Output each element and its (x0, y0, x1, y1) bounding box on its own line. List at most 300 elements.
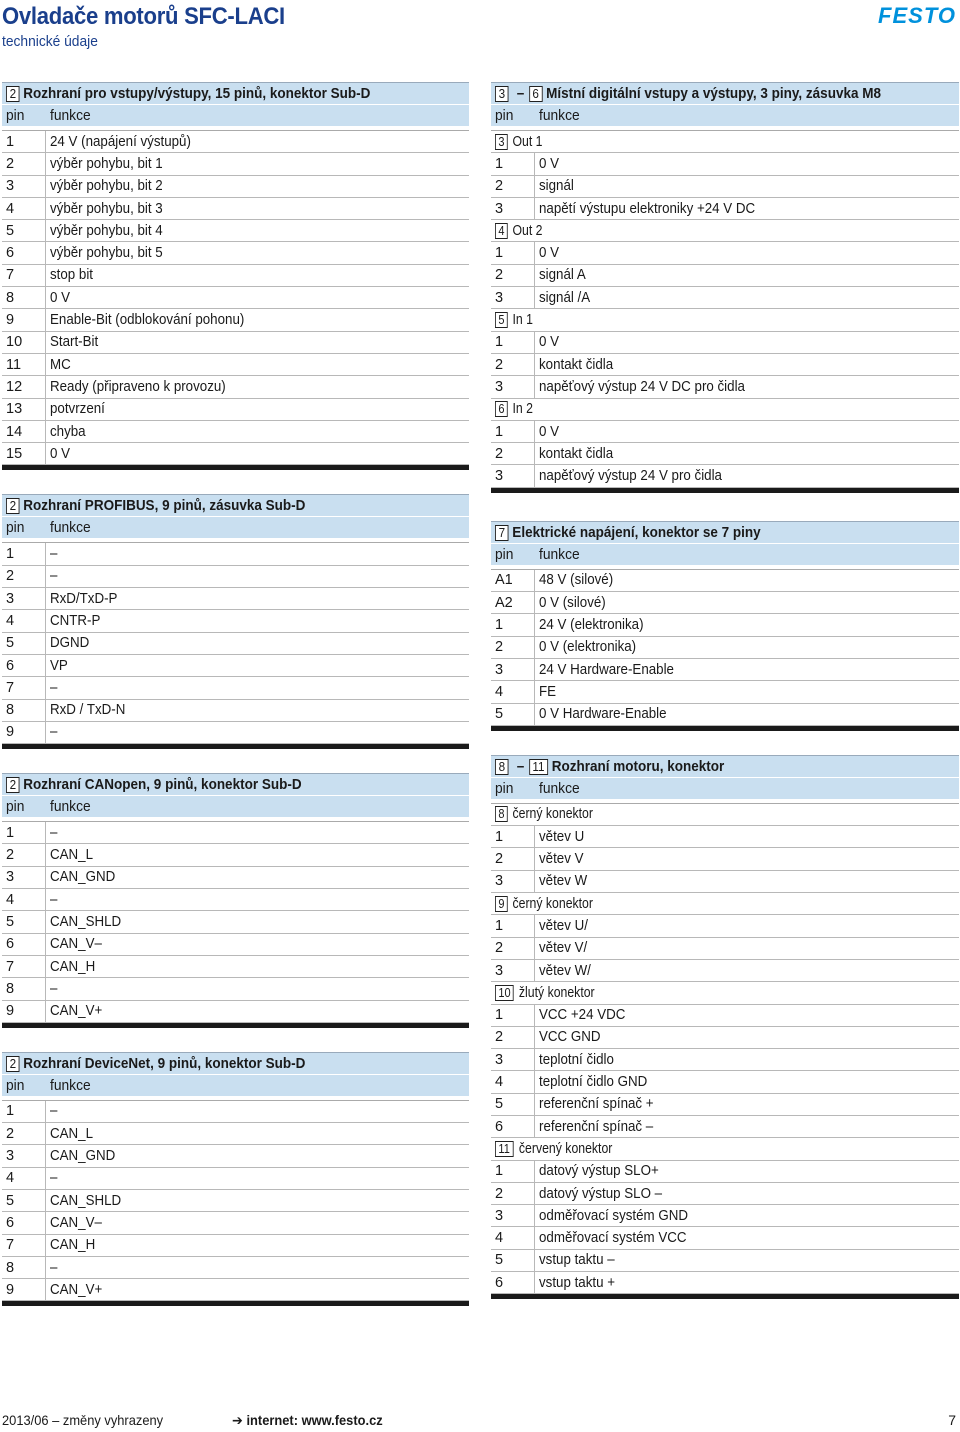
pin-cell (491, 198, 535, 219)
function-value: VP (50, 657, 68, 674)
table-row (2, 822, 469, 844)
table-row (2, 677, 469, 699)
function-cell (535, 960, 959, 981)
page-number: 7 (948, 1412, 956, 1428)
table-row (491, 376, 959, 398)
pin-value: 3 (6, 869, 15, 886)
column-header-function-text: funkce (539, 779, 580, 797)
table-row (2, 1279, 469, 1301)
function-cell (535, 1250, 959, 1271)
function-cell (535, 465, 959, 486)
function-cell (535, 1272, 959, 1293)
table-header (491, 104, 959, 126)
function-value: Start-Bit (50, 334, 99, 351)
table-subheader-row (491, 220, 959, 242)
function-value: RxD / TxD-N (50, 702, 126, 719)
pin-value: 2 (495, 445, 504, 462)
pin-value: 2 (495, 1185, 504, 1202)
column-header-pin-text: pin (6, 519, 25, 537)
pin-value: 2 (495, 940, 504, 957)
pin-cell (2, 421, 46, 442)
pin-value: 5 (6, 913, 15, 930)
pin-cell (491, 704, 535, 725)
function-value: 0 V (539, 334, 560, 351)
pin-cell (2, 220, 46, 241)
pin-cell (2, 844, 46, 865)
table-title-content (495, 85, 881, 102)
pin-value: 2 (6, 568, 15, 585)
connector-number-box: 3 (495, 134, 508, 150)
table-title (2, 82, 469, 104)
table-subheader-row (491, 893, 959, 915)
function-value: datový výstup SLO+ (539, 1163, 659, 1180)
connector-number-box: 3 (495, 86, 509, 102)
function-cell (535, 1094, 959, 1115)
table-row (2, 1123, 469, 1145)
pin-cell (2, 1212, 46, 1233)
function-value: signál (539, 178, 574, 195)
function-value (495, 312, 535, 328)
function-value: CAN_L (50, 1125, 94, 1142)
function-cell (46, 1001, 469, 1022)
table-subheader-row (491, 1138, 959, 1160)
pin-table (491, 82, 959, 493)
table-spacer (2, 1028, 469, 1052)
table-row (2, 399, 469, 421)
pin-value: 2 (495, 851, 504, 868)
pin-value: 1 (495, 917, 504, 934)
function-cell (46, 822, 469, 843)
function-value: signál /A (539, 289, 591, 306)
function-value: napětí výstupu elektroniky +24 V DC (539, 200, 756, 217)
function-value: větev V (539, 851, 584, 868)
function-value: Enable-Bit (odblokování pohonu) (50, 312, 245, 329)
pin-cell (2, 131, 46, 152)
function-cell (46, 633, 469, 654)
pin-value: 2 (495, 267, 504, 284)
table-row (2, 956, 469, 978)
pin-value: 3 (6, 178, 15, 195)
function-value: – (50, 546, 58, 563)
table-row (2, 220, 469, 242)
function-cell (46, 131, 469, 152)
function-value: datový výstup SLO – (539, 1185, 663, 1202)
pin-cell (2, 566, 46, 587)
connector-label: černý konektor (512, 806, 594, 823)
pin-value: 9 (6, 1281, 15, 1298)
pin-cell (2, 1279, 46, 1300)
pin-value: 4 (6, 612, 15, 629)
pin-cell (491, 265, 535, 286)
table-row (491, 242, 959, 264)
function-cell (46, 332, 469, 353)
pin-cell (2, 889, 46, 910)
function-value: CAN_SHLD (50, 1192, 122, 1209)
function-value (495, 985, 602, 1001)
column-header-function (535, 546, 959, 563)
function-value: FE (539, 683, 557, 700)
function-cell (491, 131, 959, 152)
function-value: vstup taktu – (539, 1252, 615, 1269)
table-row (491, 176, 959, 198)
table-row (2, 934, 469, 956)
pin-value: 4 (495, 1230, 504, 1247)
connector-number-box: 2 (6, 86, 20, 102)
column-header-pin-text: pin (6, 107, 25, 124)
pin-cell (2, 867, 46, 888)
function-cell (491, 804, 959, 825)
pin-value: 15 (6, 445, 23, 462)
pin-cell (491, 176, 535, 197)
function-cell (46, 198, 469, 219)
table-subheader-row (491, 804, 959, 826)
table-row (2, 176, 469, 198)
pin-value: 7 (6, 267, 15, 284)
pin-cell (491, 1227, 535, 1248)
column-header-function-text: funkce (50, 798, 91, 816)
function-cell (535, 704, 959, 725)
pin-value: 2 (6, 155, 15, 172)
table-row (491, 1227, 959, 1249)
pin-value: 1 (6, 824, 15, 841)
pin-value: 5 (6, 1192, 15, 1209)
table-row (491, 938, 959, 960)
pin-cell (2, 376, 46, 397)
pin-cell (491, 570, 535, 591)
pin-cell (2, 443, 46, 464)
pin-cell (2, 242, 46, 263)
pin-value: 2 (495, 178, 504, 195)
function-value: větev U/ (539, 917, 588, 934)
table-row (491, 570, 959, 592)
table-row (2, 566, 469, 588)
function-value (495, 1141, 620, 1157)
pin-value: 4 (6, 200, 15, 217)
table-row (491, 465, 959, 487)
function-cell (535, 1183, 959, 1204)
table-row (491, 354, 959, 376)
table-title-text: Rozhraní motoru, konektor (551, 757, 725, 775)
pin-cell (2, 610, 46, 631)
function-cell (46, 309, 469, 330)
function-value: kontakt čidla (539, 445, 614, 462)
pin-cell (2, 354, 46, 375)
function-cell (46, 1257, 469, 1278)
pin-value: 3 (495, 289, 504, 306)
column-header-function (46, 798, 469, 815)
pin-cell (491, 826, 535, 847)
table-row (2, 242, 469, 264)
connector-number-box: 6 (495, 401, 508, 417)
function-value (495, 896, 600, 912)
pin-value: 1 (6, 546, 15, 563)
function-value: 0 V Hardware-Enable (539, 706, 667, 723)
function-value: CAN_SHLD (50, 913, 122, 930)
footer-link[interactable] (232, 1412, 383, 1429)
function-cell (535, 153, 959, 174)
function-value: signál A (539, 267, 586, 284)
pin-cell (2, 911, 46, 932)
pin-cell (491, 1005, 535, 1026)
pin-cell (491, 332, 535, 353)
function-cell (46, 566, 469, 587)
function-value: stop bit (50, 267, 94, 284)
table-title (2, 1052, 469, 1074)
table-title-content (6, 497, 305, 514)
function-cell (46, 889, 469, 910)
function-cell (535, 570, 959, 591)
table-row (491, 871, 959, 893)
connector-label: červený konektor (518, 1140, 612, 1157)
function-value: CAN_V+ (50, 1003, 103, 1020)
pin-value: 3 (495, 661, 504, 678)
function-value: CNTR-P (50, 612, 101, 629)
column-header-function-text: funkce (539, 107, 580, 124)
function-cell (46, 722, 469, 743)
function-cell (535, 198, 959, 219)
connector-number-box: 11 (495, 1141, 513, 1157)
pin-cell (2, 309, 46, 330)
function-cell (535, 1049, 959, 1070)
pin-cell (2, 655, 46, 676)
function-cell (535, 332, 959, 353)
function-value (495, 806, 600, 822)
table-row (491, 592, 959, 614)
function-cell (491, 982, 959, 1003)
column-header-pin (491, 107, 535, 124)
table-title-text: Místní digitální vstupy a výstupy, 3 piny, zásuvka M8 (546, 85, 881, 102)
pin-cell (2, 1123, 46, 1144)
table-row (491, 704, 959, 726)
pin-table (2, 82, 469, 470)
pin-cell (2, 956, 46, 977)
pin-value: 5 (495, 1096, 504, 1113)
column-header-function (535, 780, 959, 797)
function-cell (535, 1227, 959, 1248)
function-cell (535, 681, 959, 702)
table-row (2, 889, 469, 911)
connector-label: In 2 (512, 401, 534, 418)
table-title (2, 773, 469, 795)
function-value: vstup taktu + (539, 1274, 616, 1291)
function-cell (535, 938, 959, 959)
function-value: kontakt čidla (539, 356, 614, 373)
festo-logo: FESTO (878, 3, 956, 28)
pin-cell (2, 1257, 46, 1278)
footer-link-text: internet: www.festo.cz (246, 1412, 383, 1428)
pin-value: 13 (6, 401, 23, 418)
pin-table (491, 755, 959, 1300)
table-title (491, 82, 959, 104)
pin-value: 8 (6, 1259, 15, 1276)
pin-cell (491, 938, 535, 959)
function-cell (535, 1071, 959, 1092)
table-row (2, 198, 469, 220)
function-value: – (50, 724, 58, 741)
function-cell (46, 543, 469, 564)
pin-value: 2 (495, 356, 504, 373)
pin-cell (2, 1168, 46, 1189)
pin-value: 1 (495, 616, 504, 633)
function-value: MC (50, 356, 71, 373)
pin-cell (2, 1101, 46, 1122)
function-cell (535, 443, 959, 464)
function-value: – (50, 1259, 58, 1276)
pin-value: 7 (6, 679, 15, 696)
table-row (2, 332, 469, 354)
table-row (2, 265, 469, 287)
pin-value: 5 (495, 1252, 504, 1269)
connector-number-box: 9 (495, 896, 508, 912)
function-cell (535, 1205, 959, 1226)
right-column (491, 82, 959, 1299)
pin-cell (2, 332, 46, 353)
pin-cell (2, 978, 46, 999)
table-row (491, 287, 959, 309)
function-cell (535, 659, 959, 680)
range-dash: – (516, 757, 525, 775)
function-cell (46, 1212, 469, 1233)
pin-value: 6 (6, 657, 15, 674)
document-title: Ovladače motorů SFC-LACI (2, 3, 285, 30)
pin-cell (2, 822, 46, 843)
pin-cell (491, 1094, 535, 1115)
function-cell (535, 592, 959, 613)
table-spacer (2, 470, 469, 494)
function-value: 48 V (silové) (539, 572, 614, 589)
pin-cell (491, 637, 535, 658)
pin-table (2, 773, 469, 1028)
function-cell (46, 655, 469, 676)
column-header-pin-text: pin (6, 798, 25, 816)
table-row (2, 1212, 469, 1234)
pin-cell (2, 633, 46, 654)
function-value: 24 V (elektronika) (539, 616, 644, 633)
pin-value: 1 (495, 423, 504, 440)
function-cell (46, 867, 469, 888)
function-value: DGND (50, 635, 90, 652)
table-title-text: Rozhraní PROFIBUS, 9 pinů, zásuvka Sub-D (23, 497, 306, 515)
pin-cell (491, 614, 535, 635)
function-value: výběr pohybu, bit 3 (50, 200, 163, 217)
table-row (2, 633, 469, 655)
table-header (2, 104, 469, 126)
pin-value: 8 (6, 980, 15, 997)
function-cell (46, 934, 469, 955)
function-cell (46, 399, 469, 420)
table-row (491, 848, 959, 870)
function-value: CAN_H (50, 958, 96, 975)
table-row (2, 1001, 469, 1023)
table-row (2, 543, 469, 565)
column-header-function-text: funkce (50, 519, 91, 537)
table-header (491, 543, 959, 565)
pin-value: 1 (495, 1007, 504, 1024)
table-row (491, 265, 959, 287)
pin-table (2, 494, 469, 749)
function-cell (46, 956, 469, 977)
function-value (495, 134, 545, 150)
function-value: teplotní čidlo GND (539, 1074, 648, 1091)
pin-cell (491, 1071, 535, 1092)
pin-cell (2, 700, 46, 721)
table-spacer (2, 749, 469, 773)
table-row (491, 1027, 959, 1049)
pin-cell (491, 354, 535, 375)
pin-cell (2, 722, 46, 743)
pin-cell (2, 934, 46, 955)
table-header (2, 1074, 469, 1096)
function-cell (46, 287, 469, 308)
function-cell (535, 1005, 959, 1026)
function-value: RxD/TxD-P (50, 590, 118, 607)
column-header-pin-text: pin (495, 107, 514, 124)
table-title (2, 494, 469, 516)
table-row (491, 421, 959, 443)
pin-value: 1 (495, 245, 504, 262)
table-title-content (6, 776, 302, 793)
function-value: výběr pohybu, bit 4 (50, 222, 163, 239)
function-cell (535, 915, 959, 936)
column-header-pin-text: pin (495, 779, 514, 797)
table-row (2, 1190, 469, 1212)
column-header-pin-text: pin (6, 1076, 25, 1094)
function-cell (491, 399, 959, 420)
column-header-function (535, 107, 959, 124)
pin-value: 6 (6, 936, 15, 953)
function-cell (46, 265, 469, 286)
function-value (495, 401, 535, 417)
table-row (2, 1145, 469, 1167)
function-cell (46, 443, 469, 464)
function-value: napěťový výstup 24 V DC pro čidla (539, 378, 745, 395)
function-cell (535, 826, 959, 847)
page-footer (0, 1410, 960, 1432)
table-row (2, 867, 469, 889)
function-value: Ready (připraveno k provozu) (50, 378, 226, 395)
connector-number-box: 2 (6, 1056, 20, 1072)
table-row (2, 443, 469, 465)
pin-cell (2, 265, 46, 286)
function-value: – (50, 891, 58, 908)
table-row (2, 1235, 469, 1257)
table-row (2, 610, 469, 632)
table-title-text: Rozhraní DeviceNet, 9 pinů, konektor Sub-D (23, 1054, 306, 1072)
pin-cell (2, 1001, 46, 1022)
column-header-pin (491, 780, 535, 797)
column-header-pin (2, 1077, 46, 1094)
function-cell (535, 1116, 959, 1137)
function-value: CAN_V– (50, 1214, 102, 1231)
function-cell (535, 848, 959, 869)
pin-value: 3 (6, 590, 15, 607)
function-value: 0 V (elektronika) (539, 639, 637, 656)
function-value: 0 V (539, 155, 560, 172)
function-cell (535, 637, 959, 658)
pin-cell (491, 1161, 535, 1182)
function-cell (46, 176, 469, 197)
column-header-pin (491, 546, 535, 563)
table-row (491, 826, 959, 848)
function-value: referenční spínač – (539, 1118, 654, 1135)
pin-value: 1 (495, 155, 504, 172)
function-value: napěťový výstup 24 V pro čidla (539, 468, 722, 485)
function-cell (46, 153, 469, 174)
pin-cell (491, 681, 535, 702)
function-cell (535, 1161, 959, 1182)
pin-value: 2 (6, 1125, 15, 1142)
pin-cell (491, 153, 535, 174)
